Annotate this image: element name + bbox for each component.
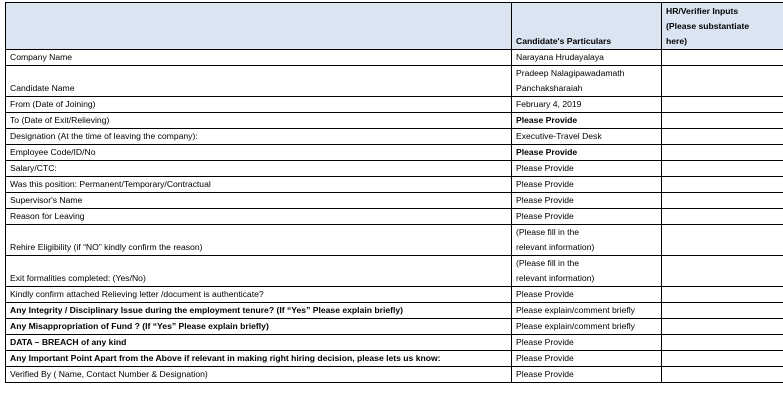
- row-value: Please Provide: [512, 145, 662, 161]
- verifier-input-cell[interactable]: [662, 287, 783, 303]
- verifier-input-cell[interactable]: [662, 161, 783, 177]
- table-row: [6, 335, 783, 351]
- row-value: Please Provide: [512, 335, 662, 351]
- header-label-cell: [6, 3, 512, 50]
- table-row: [6, 145, 783, 161]
- row-value: Please Provide: [512, 287, 662, 303]
- row-label: Reason for Leaving: [6, 209, 512, 225]
- table-row: [6, 209, 783, 225]
- verifier-input-cell[interactable]: [662, 209, 783, 225]
- table-row: [6, 177, 783, 193]
- row-value-line1: Pradeep Nalagipawadamath: [516, 68, 625, 78]
- verifier-input-cell[interactable]: [662, 113, 783, 129]
- row-value-line1: (Please fill in the: [516, 227, 580, 237]
- verification-table: [5, 2, 783, 383]
- row-label: Company Name: [6, 50, 512, 66]
- row-value: Please Provide: [512, 161, 662, 177]
- row-value: Please explain/comment briefly: [512, 303, 662, 319]
- row-value: Please Provide: [512, 209, 662, 225]
- row-value: Please Provide: [512, 367, 662, 383]
- verifier-input-cell[interactable]: [662, 50, 783, 66]
- verifier-input-cell[interactable]: [662, 66, 783, 97]
- verifier-input-cell[interactable]: [662, 319, 783, 335]
- verifier-input-cell[interactable]: [662, 351, 783, 367]
- header-hr-line3: here): [666, 36, 688, 46]
- verifier-input-cell[interactable]: [662, 256, 783, 287]
- table-row: [6, 161, 783, 177]
- row-value: Executive-Travel Desk: [512, 129, 662, 145]
- row-label: Any Integrity / Disciplinary Issue during the employment tenure? (If “Yes” Please explain briefly): [6, 303, 512, 319]
- header-hr-verifier-inputs: [662, 3, 783, 50]
- verifier-input-cell[interactable]: [662, 303, 783, 319]
- row-value: Narayana Hrudayalaya: [512, 50, 662, 66]
- row-label: Any Important Point Apart from the Above if relevant in making right hiring decision, please lets us know:: [6, 351, 512, 367]
- row-value-line2: Panchaksharaiah: [516, 83, 583, 93]
- row-label: Designation (At the time of leaving the company):: [6, 129, 512, 145]
- verifier-input-cell[interactable]: [662, 193, 783, 209]
- row-value: February 4, 2019: [512, 97, 662, 113]
- row-label: Employee Code/ID/No: [6, 145, 512, 161]
- table-row: [6, 66, 783, 97]
- row-label: Rehire Eligibility (if “NO” kindly confirm the reason): [6, 225, 512, 256]
- row-label: Exit formalities completed: (Yes/No): [6, 256, 512, 287]
- row-label: Verified By ( Name, Contact Number & Designation): [6, 367, 512, 383]
- table-row: [6, 97, 783, 113]
- row-value: [512, 225, 662, 256]
- header-hr-line2: (Please substantiate: [666, 21, 750, 31]
- table-row: [6, 113, 783, 129]
- verifier-input-cell[interactable]: [662, 367, 783, 383]
- verifier-input-cell[interactable]: [662, 225, 783, 256]
- table-row: [6, 351, 783, 367]
- table-row: [6, 50, 783, 66]
- verifier-input-cell[interactable]: [662, 335, 783, 351]
- table-row: [6, 129, 783, 145]
- table-row: [6, 256, 783, 287]
- verifier-input-cell[interactable]: [662, 177, 783, 193]
- row-label: From (Date of Joining): [6, 97, 512, 113]
- row-value: Please Provide: [512, 193, 662, 209]
- verifier-input-cell[interactable]: [662, 97, 783, 113]
- row-value: Please explain/comment briefly: [512, 319, 662, 335]
- header-candidate-particulars: Candidate's Particulars: [512, 3, 662, 50]
- table-row: [6, 303, 783, 319]
- table-row: [6, 287, 783, 303]
- row-label: Candidate Name: [6, 66, 512, 97]
- row-label: To (Date of Exit/Relieving): [6, 113, 512, 129]
- row-value-line1: (Please fill in the: [516, 258, 580, 268]
- row-label: Salary/CTC:: [6, 161, 512, 177]
- verifier-input-cell[interactable]: [662, 129, 783, 145]
- row-value: [512, 256, 662, 287]
- row-label: Was this position: Permanent/Temporary/Contractual: [6, 177, 512, 193]
- row-value: Please Provide: [512, 177, 662, 193]
- table-header-row: [6, 3, 783, 50]
- row-value: [512, 66, 662, 97]
- row-label: Kindly confirm attached Relieving letter /document is authenticate?: [6, 287, 512, 303]
- row-value-line2: relevant information): [516, 273, 595, 283]
- row-value: Please Provide: [512, 113, 662, 129]
- table-row: [6, 319, 783, 335]
- row-label: DATA – BREACH of any kind: [6, 335, 512, 351]
- table-row: [6, 367, 783, 383]
- row-value-line2: relevant information): [516, 242, 595, 252]
- row-value: Please Provide: [512, 351, 662, 367]
- row-label: Supervisor's Name: [6, 193, 512, 209]
- table-row: [6, 193, 783, 209]
- table-row: [6, 225, 783, 256]
- verifier-input-cell[interactable]: [662, 145, 783, 161]
- row-label: Any Misappropriation of Fund ? (If “Yes” Please explain briefly): [6, 319, 512, 335]
- header-hr-line1: HR/Verifier Inputs: [666, 6, 739, 16]
